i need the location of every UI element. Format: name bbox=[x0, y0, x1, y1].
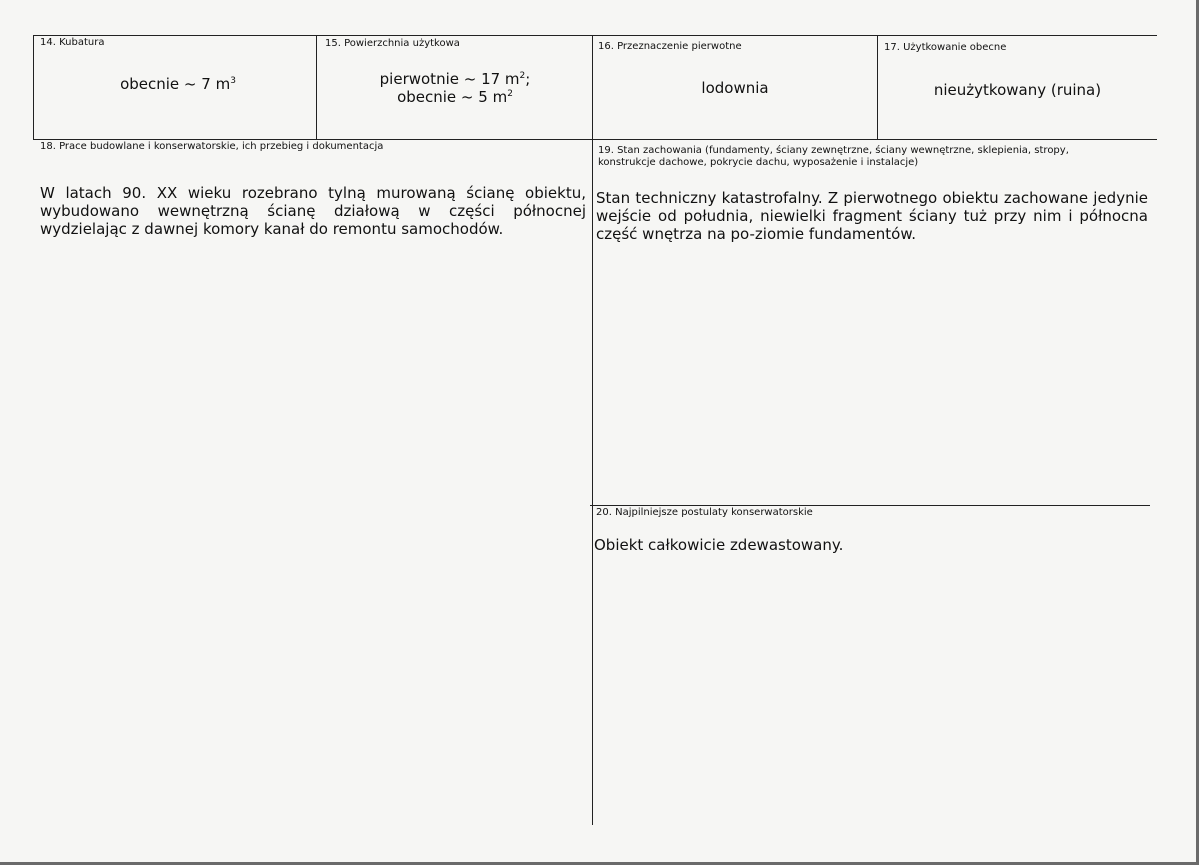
field-15-line-1-text: pierwotnie ~ 17 m bbox=[379, 70, 520, 88]
field-14-label: 14. Kubatura bbox=[40, 37, 105, 48]
field-19-label: 19. Stan zachowania (fundamenty, ściany zewnętrzne, ściany wewnętrzne, sklepienia, stropy, konstrukcje dachowe, pokrycie dachu, wyposażenie i instalacje) bbox=[598, 145, 1069, 168]
field-15-line-1-after: ; bbox=[525, 70, 531, 88]
col-divider-15-16 bbox=[592, 35, 593, 825]
field-20-label: 20. Najpilniejsze postulaty konserwatorskie bbox=[596, 507, 813, 518]
field-19-text: Stan techniczny katastrofalny. Z pierwotnego obiektu zachowane jedynie wejście od południa, niewielki fragment ściany tuż przy nim i północna część wnętrza na po-ziomie fundamentów. bbox=[596, 189, 1148, 243]
field-14-value bbox=[40, 75, 316, 93]
field-14-text: obecnie ~ 7 m bbox=[120, 75, 231, 93]
field-15-line-2 bbox=[318, 88, 592, 106]
field-15-line-1-superscript: 2 bbox=[519, 71, 526, 81]
field-15-value bbox=[318, 70, 592, 106]
field-20-text: Obiekt całkowicie zdewastowany. bbox=[594, 536, 844, 554]
field-18-label: 18. Prace budowlane i konserwatorskie, ich przebieg i dokumentacja bbox=[40, 141, 384, 152]
section-20-divider-line bbox=[590, 505, 1150, 506]
row-divider-line bbox=[33, 139, 1157, 140]
field-15-label: 15. Powierzchnia użytkowa bbox=[325, 38, 460, 49]
top-border-line bbox=[33, 35, 1157, 36]
field-17-label: 17. Użytkowanie obecne bbox=[884, 42, 1007, 53]
field-15-line-2-text: obecnie ~ 5 m bbox=[397, 88, 508, 106]
field-17-value: nieużytkowany (ruina) bbox=[933, 81, 1102, 99]
left-border-line bbox=[33, 35, 34, 140]
field-16-value: lodownia bbox=[701, 79, 769, 97]
field-15-line-2-superscript: 2 bbox=[507, 89, 513, 99]
field-18-text: W latach 90. XX wieku rozebrano tylną murowaną ścianę obiektu, wybudowano wewnętrzną ścianę działową w części północnej wydzielając z dawnej komory kanał do remontu samochodów. bbox=[40, 184, 586, 238]
field-16-label: 16. Przeznaczenie pierwotne bbox=[598, 41, 742, 52]
field-14-superscript: 3 bbox=[230, 76, 236, 86]
col-divider-14-15 bbox=[316, 35, 317, 140]
field-15-line-1 bbox=[318, 70, 592, 88]
